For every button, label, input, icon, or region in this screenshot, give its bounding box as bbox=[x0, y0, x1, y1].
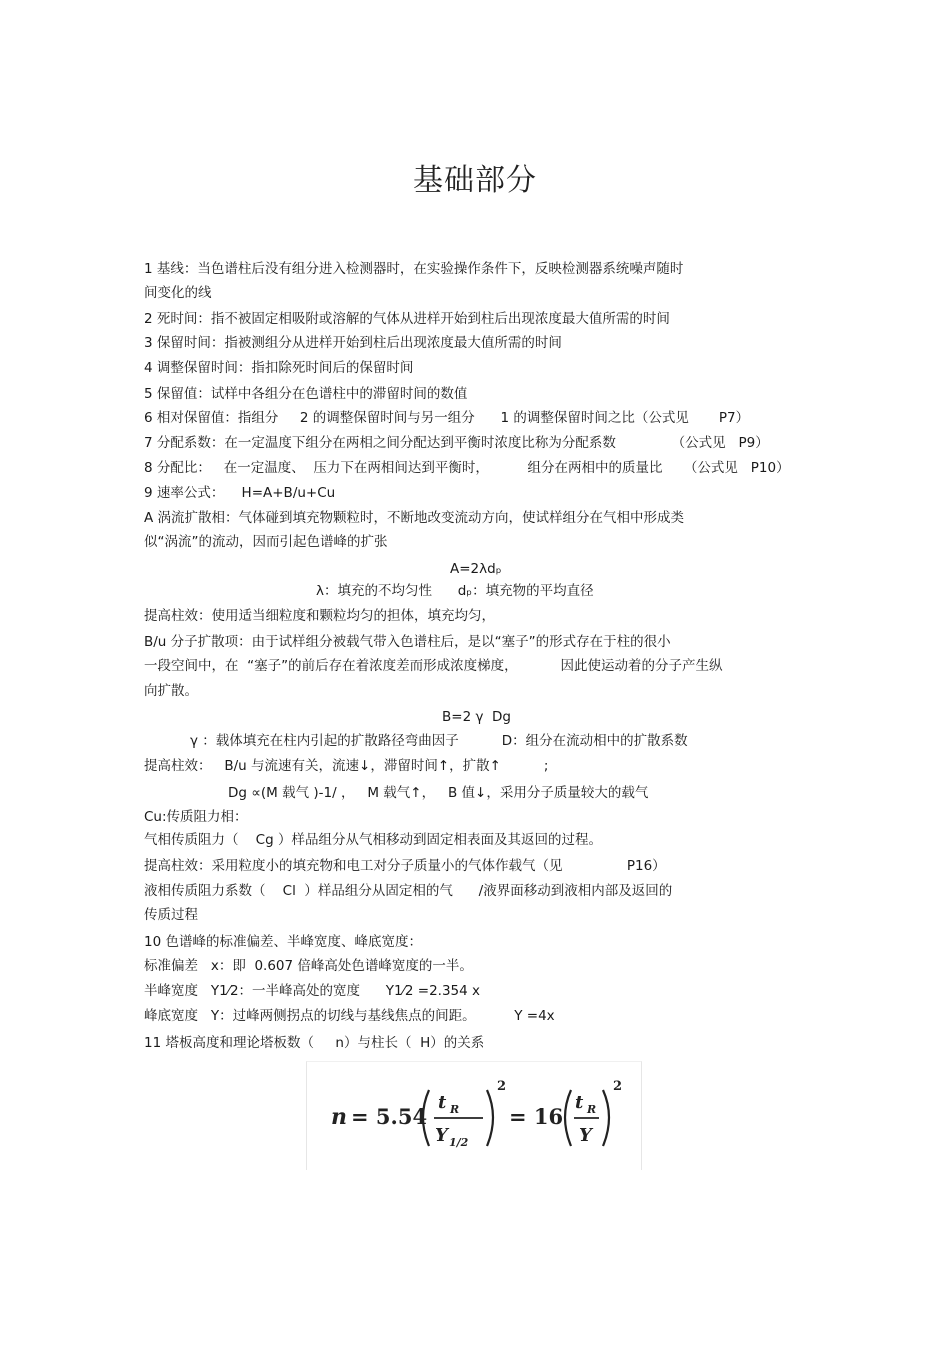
line-base-width: 峰底宽度 Y：过峰两侧拐点的切线与基线焦点的间距。 Y =4x bbox=[144, 1008, 555, 1024]
line-partition-ratio: 8 分配比： 在一定温度、 压力下在两相间达到平衡时， 组分在两相中的质量比 （公式见 P10） bbox=[144, 460, 790, 476]
page-title: 基础部分 bbox=[413, 163, 537, 198]
line-partition-coefficient: 7 分配系数：在一定温度下组分在两相之间分配达到平衡时浓度比称为分配系数 （公式见 P9） bbox=[144, 435, 769, 451]
line-peak-widths: 10 色谱峰的标准偏差、半峰宽度、峰底宽度： bbox=[144, 934, 422, 950]
eddy-definition: λ：填充的不均匀性 dₚ：填充物的平均直径 bbox=[316, 583, 594, 599]
formula-R-sub-1: R bbox=[450, 1103, 460, 1116]
formula-square-1: 2 bbox=[497, 1079, 507, 1094]
formula-square-2: 2 bbox=[613, 1079, 623, 1094]
line-liquid-mass-transfer-cont: 传质过程 bbox=[144, 907, 198, 923]
line-baseline: 1 基线：当色谱柱后没有组分进入检测器时，在实验操作条件下，反映检测器系统噪声随时 bbox=[144, 261, 684, 277]
diffusion-improve: 提高柱效： B/u 与流速有关，流速↓，滞留时间↑，扩散↑ ; bbox=[144, 758, 549, 774]
line-molecular-diffusion-cont: 一段空间中，在 “塞子”的前后存在着浓度差而形成浓度梯度， 因此使运动着的分子产生纵 bbox=[144, 658, 723, 674]
line-adjusted-retention: 4 调整保留时间：指扣除死时间后的保留时间 bbox=[144, 360, 414, 376]
eddy-formula: A=2λdₚ bbox=[450, 561, 502, 577]
line-baseline-cont: 间变化的线 bbox=[144, 285, 212, 301]
formula-Y-2: Y bbox=[579, 1125, 592, 1146]
line-eddy-diffusion-cont: 似“涡流”的流动，因而引起色谱峰的扩张 bbox=[144, 534, 388, 550]
line-gas-mass-transfer: 气相传质阻力（ Cg ）样品组分从气相移动到固定相表面及其返回的过程。 bbox=[144, 832, 602, 848]
diffusion-dg-relation: Dg ∝(M 载气 )-1/ ， M 载气↑， B 值↓，采用分子质量较大的载气 bbox=[228, 785, 649, 801]
formula-half-sub: 1/2 bbox=[449, 1136, 469, 1149]
line-eddy-diffusion: A 涡流扩散相：气体碰到填充物颗粒时，不断地改变流动方向，使试样组分在气相中形成类 bbox=[144, 510, 685, 526]
line-standard-deviation: 标准偏差 x：即 0.607 倍峰高处色谱峰宽度的一半。 bbox=[144, 958, 473, 974]
formula-R-sub-2: R bbox=[587, 1103, 597, 1116]
formula-eq1: = 5.54 bbox=[351, 1104, 428, 1129]
line-plate-number: 11 塔板高度和理论塔板数（ n）与柱长（ H）的关系 bbox=[144, 1035, 485, 1051]
diffusion-formula: B=2 γ Dg bbox=[442, 709, 511, 725]
line-retention-time: 3 保留时间：指被测组分从进样开始到柱后出现浓度最大值所需的时间 bbox=[144, 335, 562, 351]
line-rate-formula: 9 速率公式： H=A+B/u+Cu bbox=[144, 485, 336, 501]
line-half-width: 半峰宽度 Y1⁄2：一半峰高处的宽度 Y1⁄2 =2.354 x bbox=[144, 983, 481, 999]
plate-number-formula bbox=[306, 1061, 642, 1170]
formula-tR-1: t bbox=[438, 1092, 447, 1113]
formula-n: n bbox=[331, 1104, 347, 1130]
formula-eq2: = 16 bbox=[509, 1104, 564, 1129]
diffusion-definition: γ ：载体填充在柱内引起的扩散路径弯曲因子 D：组分在流动相中的扩散系数 bbox=[190, 733, 688, 749]
line-dead-time: 2 死时间：指不被固定相吸附或溶解的气体从进样开始到柱后出现浓度最大值所需的时间 bbox=[144, 311, 670, 327]
formula-Y-1: Y bbox=[435, 1125, 448, 1146]
mass-transfer-improve: 提高柱效：采用粒度小的填充物和电工对分子质量小的气体作载气（见 P16） bbox=[144, 858, 666, 874]
line-retention-value: 5 保留值：试样中各组分在色谱柱中的滞留时间的数值 bbox=[144, 386, 468, 402]
line-liquid-mass-transfer: 液相传质阻力系数（ Cl ）样品组分从固定相的气 /液界面移动到液相内部及返回的 bbox=[144, 883, 673, 899]
eddy-improve: 提高柱效：使用适当细粒度和颗粒均匀的担体，填充均匀， bbox=[144, 608, 495, 624]
line-molecular-diffusion-end: 向扩散。 bbox=[144, 683, 198, 699]
formula-tR-2: t bbox=[575, 1092, 584, 1113]
line-mass-transfer-title: Cu:传质阻力相： bbox=[144, 809, 248, 825]
line-relative-retention: 6 相对保留值：指组分 2 的调整保留时间与另一组分 1 的调整保留时间之比（公式见 P7） bbox=[144, 410, 750, 426]
line-molecular-diffusion: B/u 分子扩散项：由于试样组分被载气带入色谱柱后，是以“塞子”的形式存在于柱的很小 bbox=[144, 634, 671, 650]
